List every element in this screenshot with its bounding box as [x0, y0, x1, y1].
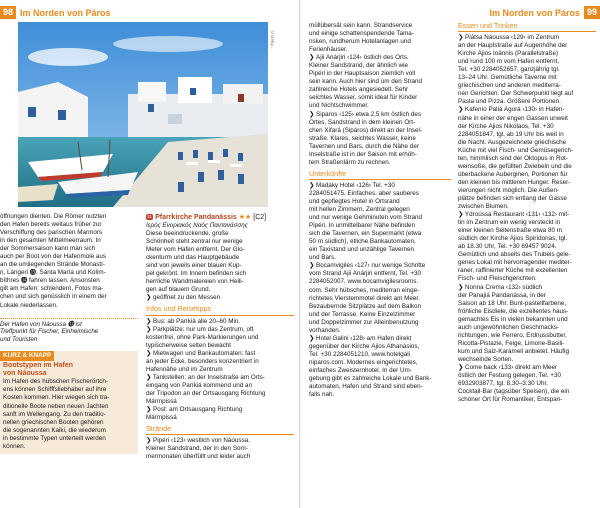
food-line: den kleinen bis mittleren Hunger. Reser- — [458, 178, 571, 186]
lodging-line: 2284052007, www.bocamvigilesrooms. — [309, 278, 419, 286]
text-line: sind von jeweils einer blauen Kup- — [146, 262, 242, 270]
food-line: östlich der Festung gelegen, Tel. +30 — [458, 372, 561, 380]
food-line: Fisch- und Fleischgerichten. — [458, 275, 537, 283]
column-3 — [309, 22, 451, 399]
harbour-photo — [18, 22, 268, 207]
text-line: chen Xifará (Sipáros) direkt an der Insel- — [309, 126, 423, 134]
lodging-line: ein Taxistand und unzählige Tavernen — [309, 246, 415, 254]
text-line: tem Straßenlärm zu rechnen. — [309, 158, 391, 166]
left-page-header — [0, 6, 111, 19]
food-line: ❯ Piátsa Náoussa ‹129› im Zentrum — [458, 34, 560, 42]
food-line: Gemütlich und abseits des Trubels gele- — [458, 251, 571, 259]
beach-line: mermonaten überfüllt und leider auch — [146, 453, 251, 461]
lodging-line: einfaches Zweisternhotel. In der Um- — [309, 366, 412, 374]
lodging-line: richtetes Vierstemmotel direkt am Meer. — [309, 294, 420, 302]
food-line: auch ungewöhnlichen Geschmacks- — [458, 323, 560, 331]
food-line: zwischen Blumen. — [458, 203, 509, 211]
kurz-line: Im Hafen des hübschen Fischerörtch- — [3, 378, 108, 386]
food-line: griechischen und anderen mediterra- — [458, 82, 561, 90]
text-line: ckenturm und das Hauptgebäude — [146, 254, 240, 262]
food-line: raner, raffinierter Küche mit exzellenten — [458, 267, 568, 275]
info-line: ❯ Tankstellen: an der Inselstraße am Orts- — [146, 373, 265, 381]
lodging-line: 2284051475. Einfaches, aber sauberes — [309, 189, 419, 197]
text-line: den Hafen bereits weitaus früher zur — [0, 221, 102, 229]
food-line: Cocktail-Bar (tagsüber Speisen), die ein — [458, 388, 570, 396]
food-line: ten, himmlisch sind der Oktopus in Rot- — [458, 154, 568, 162]
text-line: herrliche Wandmalereien von Heili- — [146, 278, 244, 286]
info-line: Hafennähe und im Zentrum — [146, 365, 223, 373]
food-line: ❯ Nonna Crema ‹132› südlich — [458, 283, 543, 291]
text-line: Diese beeindruckende, große — [146, 230, 229, 238]
food-line: wechselnde Sorten. — [458, 355, 514, 363]
food-line: die Nacht. Ausgezeichnete griechische — [458, 138, 567, 146]
info-line: kostenfrei, ohne Park-Markierungen und — [146, 333, 259, 341]
text-line: sein kann. Auch hier sind um den Strand — [309, 78, 423, 86]
caption-line: und Touristen — [0, 335, 38, 343]
text-line: Tavernen und Bars, durch die Nähe der — [309, 142, 419, 150]
text-line: Verschiffung des parischen Marmors — [0, 229, 103, 237]
text-line: und einige schattenspendende Tama- — [309, 30, 414, 38]
church-heading — [146, 213, 294, 222]
food-line: weinsoße, die gefüllten Zwiebeln und die — [458, 162, 572, 170]
food-line: und rund 100 m vom Hafen entfernt, — [458, 58, 560, 66]
text-line: gilt am Hafen: schlendern, Fotos ma- — [0, 285, 104, 293]
lodging-line: ❯ Hotel Galini ‹128› am Hafen direkt — [309, 334, 412, 342]
lodging-line: vom Strand Ájii Anárjiri entfernt, Tel. +30 — [309, 270, 422, 278]
lodging-line: und gepflegtes Hotel in Ortsrand — [309, 197, 400, 205]
text-line: risken, rundherum Hotelanlagen und — [309, 38, 411, 46]
info-line: ❯ Parkplätze: nur um das Zentrum, oft — [146, 325, 254, 333]
lodging-line: und Doppelzimmer zur Alleinbenutzung — [309, 318, 419, 326]
column-4 — [458, 22, 596, 404]
text-line: an die umliegenden Strände Monastí- — [0, 261, 106, 269]
text-line: gen auf blauem Grund. — [146, 286, 211, 294]
text-line: ❯ geöffnet zu den Messen — [146, 294, 221, 302]
info-line: typischerweise selten bewacht — [146, 341, 232, 349]
lodging-line: mit hellen Zimmern. Zentral gelegen — [309, 206, 410, 214]
kurz-line: die sogenannten Kaiki, die wiederum — [3, 426, 106, 434]
kurz-title-line: von Náoussa — [3, 370, 47, 378]
food-line: südlich der Kirche Ájios Spirídonas, tgl. — [458, 235, 568, 243]
kurz-line: in bestimmte Typen unterteilt werden — [3, 434, 106, 442]
food-line: nen Gerichten. Der Schwerpunkt liegt auf — [458, 90, 574, 98]
kurz-line: nellen griechischen Booten gehören — [3, 418, 104, 426]
food-line: Küche mit viel Fisch- und Gemüsegerich- — [458, 146, 574, 154]
lodging-line: und nur wenige Gehminuten vom Strand — [309, 214, 423, 222]
info-line: an jeder Ecke, besonders konzentriert in — [146, 357, 259, 365]
caption-block — [0, 318, 138, 344]
section-heading-strande: Strände — [146, 425, 294, 435]
text-line: seichtes Wasser, somit ideal für Kinder — [309, 94, 418, 102]
right-page-header — [489, 6, 600, 19]
info-line: Mármpissá — [146, 414, 177, 422]
food-line: an der Hauptstraße auf Augenhöhe der — [458, 42, 568, 50]
lodging-line: und der Terrasse. Keine Einzelzimmer — [309, 310, 416, 318]
food-line: ❯ Ydroússa Restaurant ‹131› ‹132› mit- — [458, 211, 570, 219]
column-1 — [0, 213, 138, 454]
text-line: Ferienhäuser. — [309, 46, 348, 54]
caption-line: Der Hafen von Náoussa ⓭ ist — [0, 320, 82, 328]
food-line: nähe in einer der engen Gassen unweit — [458, 114, 568, 122]
lodging-line: Bezaubernde Sitzplätze auf dem Balkon — [309, 302, 422, 310]
lodging-line: niparos.com. Modernes eingerichtetes, — [309, 358, 418, 366]
food-line: richtungen, wie Ferrero, Erdnussbutter, — [458, 331, 567, 339]
church-title: Pfarrkirche Pandanássis — [155, 214, 237, 221]
text-line: müllübersät sein kann. Strandservice — [309, 22, 413, 29]
kurz-line: können. — [3, 442, 26, 450]
kurz-line: ens können Schifffsliebhaber auf ihre — [3, 386, 107, 394]
page-gutter — [299, 0, 301, 508]
food-line: der Panajiá Pandanássa, in der — [458, 291, 546, 299]
food-line: fröhliche Eisdiele, die exzellentes haus- — [458, 307, 569, 315]
lodging-line: 50 m südlich), etliche Bankautomaten, — [309, 238, 416, 246]
text-line: ❯ Ájii Anárjiri ‹124› östlich des Orts. — [309, 54, 409, 62]
info-line: ❯ Mietwagen und Bankautomaten: fast — [146, 349, 256, 357]
food-line: ❯ Come back ‹133› direkt am Meer — [458, 363, 558, 371]
lodging-line: Tel. +30 2284051210, www.hotelgali — [309, 350, 410, 358]
text-line: bíthres ⓮ fahren lassen. Ansonsten — [0, 277, 100, 285]
section-heading-essen: Essen und Trinken — [458, 22, 596, 32]
text-line: pel gekrönt. Im Innern befinden sich — [146, 270, 247, 278]
food-line: Kirche Ájios Ioánnis (Parallelstraße) — [458, 50, 559, 58]
text-line: Lokale niederlassen. — [0, 301, 58, 309]
lodging-line: ❯ Madaky Hotel ‹126› Tel. +30 — [309, 181, 395, 189]
section-heading-unterkunft: Unterkünfte — [309, 170, 451, 180]
photo-credit: ©Getty... — [270, 30, 275, 50]
text-line: Meter vom Hafen entfernt. Der Glo- — [146, 246, 245, 254]
food-line: genes Lokal mit hervorragender mediter- — [458, 259, 572, 267]
lodging-line: falls nah. — [309, 391, 335, 399]
kurz-title-line: Bootstypen im Hafen — [3, 362, 74, 370]
kurz-line: sanft im Wellengang. Zu den traditio- — [3, 410, 106, 418]
lodging-line: ❯ Bocamvigiles ‹127› nur wenige Schritte — [309, 262, 426, 270]
info-line: ❯ Bus: ab Paríkiá alle 20–60 Min. — [146, 317, 241, 325]
food-line: ❯ Kafenío Paliá Agorá ‹130› in Hafen- — [458, 106, 565, 114]
greek-name: Ιερός Ενοριακός Ναός Παντανάσσης — [146, 222, 248, 229]
lodging-line: com. Sehr hübsches, mediterran einge- — [309, 286, 420, 294]
text-line: in den gesamten Mittelmeerraum. In — [0, 237, 101, 245]
food-line: kum und Salz-Karamell anbietet. Häufig — [458, 347, 569, 355]
rating-stars: ★★ — [238, 214, 252, 221]
kurz-line: ditionelle Boote neben neuen Jachten — [3, 402, 109, 410]
text-line: und Nichtschwimmer. — [309, 102, 369, 110]
beach-line: ❯ Pipéri ‹123› westlich von Náoussa. — [146, 437, 250, 445]
food-line: der Kirche Ájios Nikólaos, Tel. +30 — [458, 122, 554, 130]
food-line: Saison ab 18 Uhr. Bunt-pastellfarbene, — [458, 299, 567, 307]
column-2 — [146, 213, 294, 461]
info-line: Mármpissá — [146, 397, 177, 405]
food-line: Ricotta-Pistazie, Feige, Limone-Basili- — [458, 339, 565, 347]
text-line: ❯ Siparos ‹125› etwa 2,5 km östlich des — [309, 110, 422, 118]
lodging-line: gegenüber der Kirche Ájios Athanásios, — [309, 342, 420, 350]
text-line: zahlreiche Hotels angesiedelt. Sehr — [309, 86, 409, 94]
info-line: eingang von Paríkiá kommend und an — [146, 381, 253, 389]
text-line: straße. Klares, seichtes Wasser, keine — [309, 134, 416, 142]
grid-reference: [C2] — [253, 214, 267, 221]
food-line: Pasta und Pizza. Größere Portionen. — [458, 98, 561, 106]
food-line: 6932903877, tgl. 8.30–3.30 Uhr. — [458, 380, 548, 388]
lodging-line: und Bars. — [309, 254, 336, 262]
food-line: ab 18.30 Uhr, Tel. +30 69457 9024. — [458, 243, 557, 251]
right-running-title: Im Norden von Páros — [489, 7, 580, 18]
food-line: 13–24 Uhr. Gemütliche Taverne mit — [458, 74, 557, 82]
food-line: plätze befinden sich entlang der Gasse — [458, 194, 567, 202]
text-line: Ortes. Sandstrand in dem kleinen Ört- — [309, 118, 416, 126]
left-running-title: Im Norden von Páros — [20, 7, 111, 18]
lodging-line: automaten, Hafen und Strand sind eben- — [309, 383, 423, 391]
kurz-knapp-label: KURZ & KNAPP — [0, 351, 54, 361]
food-line: gemachtes Eis in vielen bekannten und — [458, 315, 568, 323]
text-line: Kleiner Sandstrand, der ähnlich wie — [309, 62, 409, 70]
food-line: schöner Ort für Romantiker, Entspan- — [458, 396, 563, 404]
poi-number-badge: 31 — [147, 214, 153, 219]
text-line: Inselstraße ist in der Saison mit erhöh- — [309, 150, 417, 158]
info-line: ❯ Post: am Ortsausgang Richtung — [146, 406, 243, 414]
text-line: chen und sich genüsslich in einem der — [0, 293, 107, 301]
food-line: überbackene Auberginen, Portionen für — [458, 170, 568, 178]
text-line: öffnungen dienten. Die Römer nutzten — [0, 213, 107, 220]
lodging-line: sich die Tavernen, ein Supermarkt (etwa — [309, 230, 422, 238]
harbour-photo-illustration — [18, 22, 268, 207]
text-line: der Sommersaison kann man sich — [0, 245, 96, 253]
kurz-line: Kosten kommen. Hier wiegen sich tra- — [3, 394, 110, 402]
right-page-number: 99 — [584, 6, 600, 19]
text-line: Schönheit steht zentral nur wenige — [146, 238, 243, 246]
lodging-line: Pipéri. In unmittelbarer Nähe befinden — [309, 222, 416, 230]
text-line: ri, Lángeri ⓯, Sánta María und Kolim- — [0, 269, 106, 277]
text-line: auch per Boot von der Hafenmole aus — [0, 253, 107, 261]
food-line: Tel. +30 2284052657, ganzjährig tgl. — [458, 66, 560, 74]
left-page-number: 98 — [0, 6, 16, 19]
info-line: der Tripodon an der Ortsausgang Richtung — [146, 389, 266, 397]
section-heading-infos: Infos und Reisetipps — [146, 305, 294, 315]
lodging-line: vorhanden. — [309, 326, 341, 334]
text-line: Pipéri in der Hauptsaison ziemlich voll — [309, 70, 416, 78]
food-line: einer kleinen Seitenstraße etwa 80 m — [458, 227, 562, 235]
food-line: 2284051847, tgl. ab 19 Uhr bis weit in — [458, 130, 564, 138]
kurz-knapp-box — [0, 351, 138, 453]
lodging-line: gebung gibt es zahlreiche Lokale und Bank- — [309, 375, 432, 383]
caption-line: Treffpunkt für Fischer, Einheimische — [0, 328, 99, 336]
food-line: vierungen nicht möglich. Die Außen- — [458, 186, 560, 194]
food-line: tin im Zentrum ein wenig versteckt in — [458, 219, 561, 227]
beach-line: Kleiner Sandstrand, der in den Som- — [146, 445, 248, 453]
